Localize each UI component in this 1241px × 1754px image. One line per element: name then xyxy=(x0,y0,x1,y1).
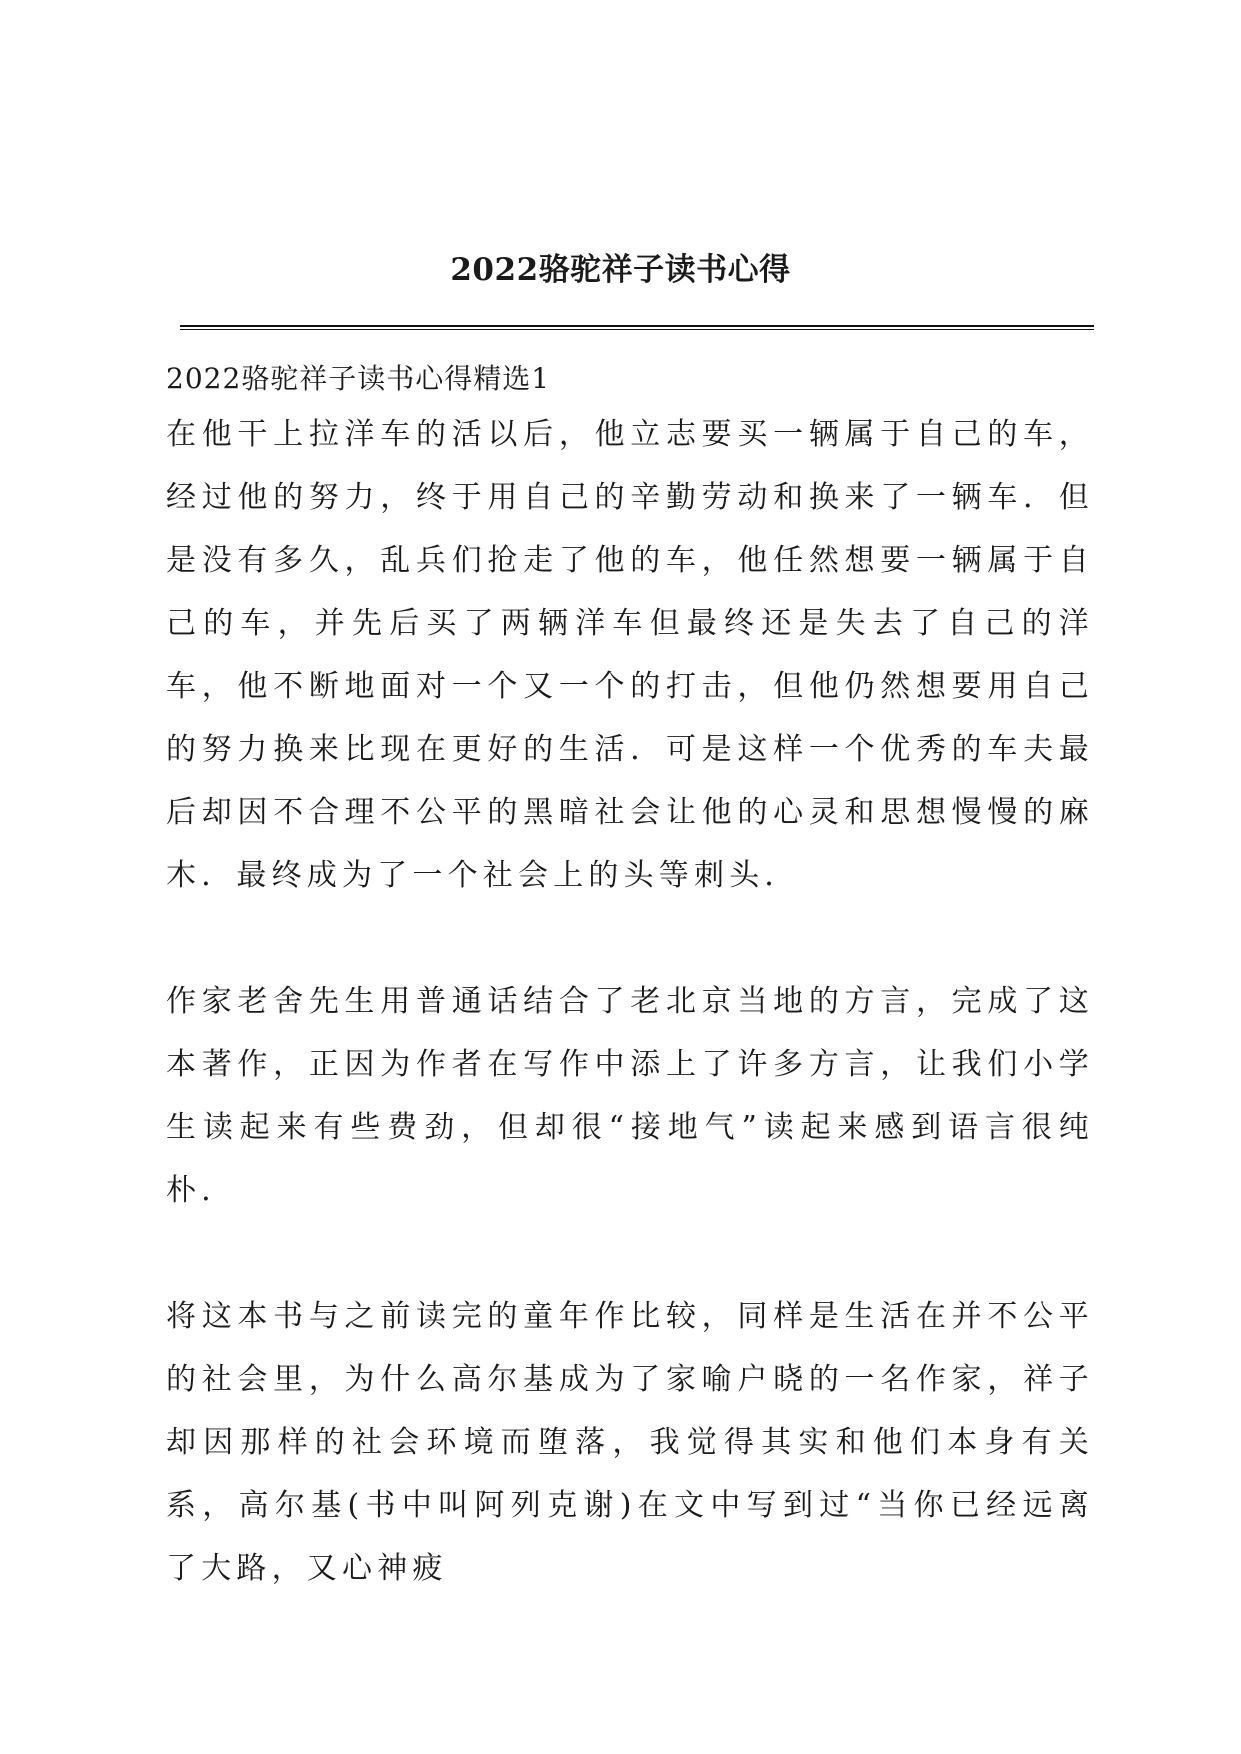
page-title: 2022骆驼祥子读书心得 xyxy=(450,252,791,288)
paragraph-3: 将这本书与之前读完的童年作比较，同样是生活在并不公平的社会里，为什么高尔基成为了家喻户晓的一名作家，祥子却因那样的社会环境而堕落，我觉得其实和他们本身有关系，高尔基(书中叫阿列克谢)在文中写到过“当你已经远离了大路，又心神疲 xyxy=(166,1299,1094,1586)
paragraph-1: 在他干上拉洋车的活以后，他立志要买一辆属于自己的车，经过他的努力，终于用自己的辛勤劳动和换来了一辆车．但是没有多久，乱兵们抢走了他的车，他任然想要一辆属于自己的车，并先后买了两辆洋车但最终还是失去了自己的洋车，他不断地面对一个又一个的打击，但他仍然想要用自己的努力换来比现在更好的生活．可是这样一个优秀的车夫最后却因不合理不公平的黑暗社会让他的心灵和思想慢慢的麻木．最终成为了一个社会上的头等刺头． xyxy=(166,417,1094,893)
title-divider xyxy=(180,325,1094,330)
section-heading: 2022骆驼祥子读书心得精选1 xyxy=(166,362,551,395)
paragraph-2: 作家老舍先生用普通话结合了老北京当地的方言，完成了这本著作，正因为作者在写作中添上了许多方言，让我们小学生读起来有些费劲，但却很“接地气”读起来感到语言很纯朴． xyxy=(166,984,1094,1208)
document-body xyxy=(166,355,1094,1600)
